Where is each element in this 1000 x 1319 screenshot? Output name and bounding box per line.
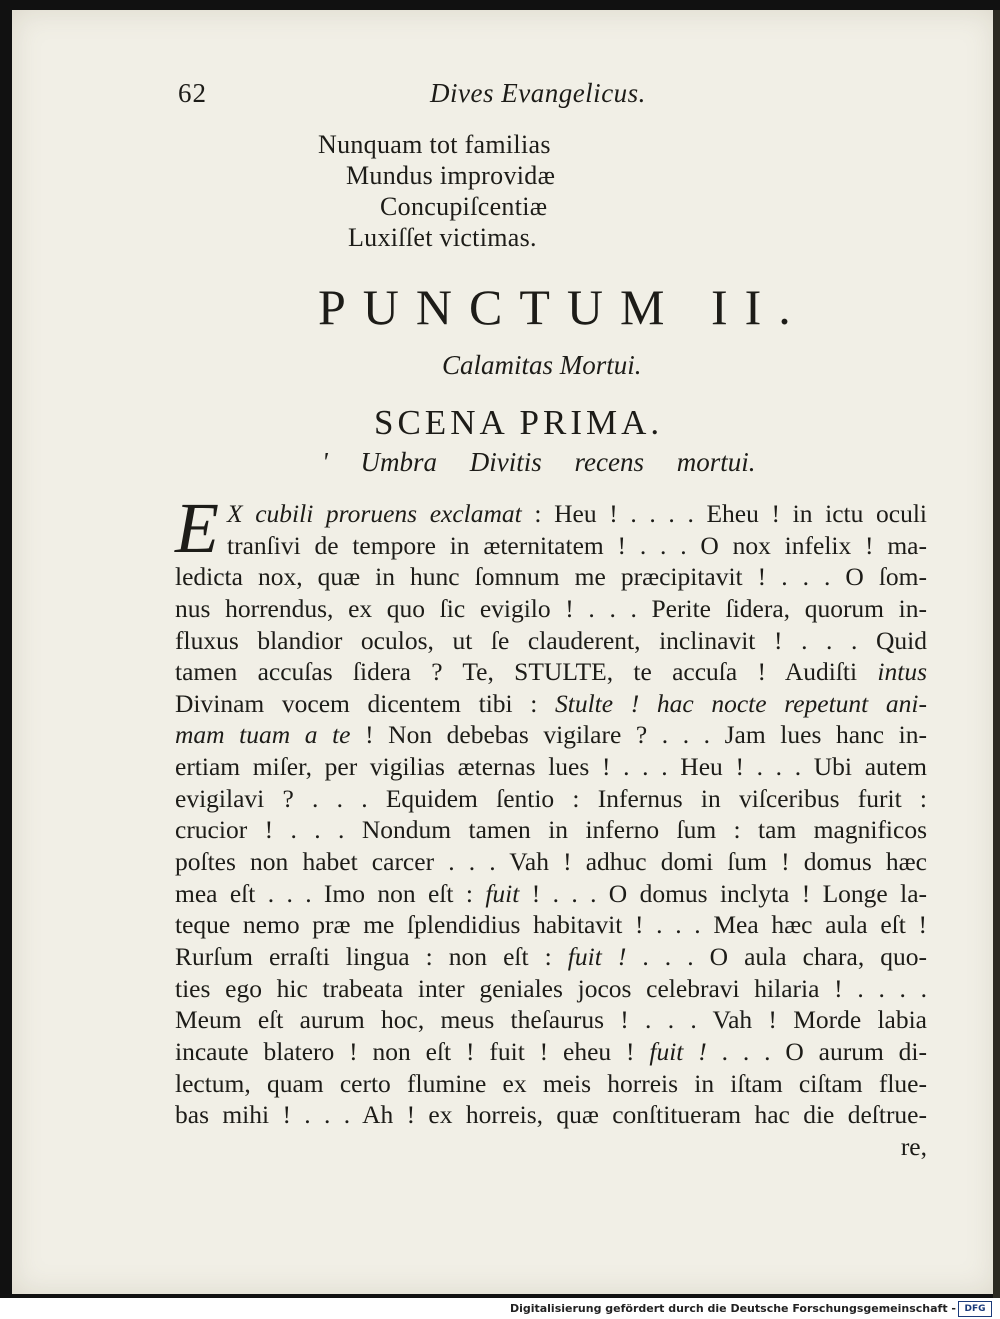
text-segment: Rurſum erraſti lingua : non eſt : bbox=[175, 941, 568, 971]
verse-line: Nunquam tot familias bbox=[318, 130, 551, 159]
page-edge-shadow bbox=[993, 10, 1000, 1298]
text-segment: ertiam miſer, per vigilias æternas lues ! . . . Heu ! . . . Ubi autem bbox=[175, 752, 927, 782]
text-line bbox=[175, 561, 927, 593]
text-segment: poſtes non habet carcer . . . Vah ! adhuc domi ſum ! domus hæc bbox=[175, 847, 927, 877]
text-segment: X cubili proruens exclamat bbox=[227, 499, 522, 528]
text-segment: mea eſt . . . Imo non eſt : bbox=[175, 878, 486, 908]
text-line bbox=[175, 846, 927, 878]
text-line bbox=[175, 1004, 927, 1036]
body-text bbox=[175, 488, 928, 1162]
verse-line: Luxiſſet victimas. bbox=[348, 223, 537, 252]
footer-credit: Digitalisierung gefördert durch die Deutsche Forschungsgemeinschaft - bbox=[509, 1302, 956, 1315]
text-segment: fluxus blandior oculos, ut ſe clauderent, inclinavit ! . . . Quid bbox=[175, 625, 927, 655]
text-line bbox=[175, 1099, 927, 1131]
text-line bbox=[175, 751, 927, 783]
text-segment: fuit ! bbox=[649, 1036, 707, 1066]
text-line bbox=[175, 1068, 927, 1100]
text-segment: ! Non debebas vigilare ? . . . Jam lues hanc in- bbox=[350, 720, 928, 750]
text-segment: re, bbox=[900, 1131, 927, 1161]
text-line bbox=[175, 783, 927, 815]
text-line bbox=[175, 941, 927, 973]
text-segment: incaute blatero ! non eſt ! fuit ! eheu ! bbox=[175, 1036, 650, 1066]
text-segment: ties ego hic trabeata inter geniales jocos celebravi hilaria ! . . . . bbox=[175, 973, 927, 1003]
verse-line: Concupiſcentiæ bbox=[380, 192, 548, 221]
text-line bbox=[175, 498, 927, 530]
text-segment: evigilavi ? . . . Equidem ſentio : Infernus in viſceribus furit : bbox=[175, 783, 927, 813]
text-line bbox=[175, 593, 927, 625]
text-segment: tranſivi de tempore in æternitatem ! . . . O nox infelix ! ma- bbox=[227, 530, 927, 560]
text-line bbox=[175, 719, 927, 751]
text-segment: intus bbox=[877, 657, 927, 687]
text-segment: tamen accuſas ſidera ? Te, STULTE, te accuſa ! Audiſti bbox=[175, 657, 878, 687]
text-segment: crucior ! . . . Nondum tamen in inferno ſum : tam magnificos bbox=[175, 815, 927, 845]
drop-cap: E bbox=[175, 488, 219, 568]
text-segment: fuit ! bbox=[567, 941, 627, 971]
text-segment: ledicta nox, quæ in hunc ſomnum me præcipitavit ! . . . O ſom- bbox=[175, 562, 927, 592]
text-segment: teque nemo præ me ſplendidius habitavit ! . . . Mea hæc aula eſt ! bbox=[175, 910, 927, 940]
text-segment: Meum eſt aurum hoc, meus theſaurus ! . . . Vah ! Morde labia bbox=[175, 1005, 927, 1035]
text-segment: Divinam vocem dicentem tibi : bbox=[175, 688, 556, 718]
text-segment: lectum, quam certo flumine ex meis horreis in iſtam ciſtam flue- bbox=[175, 1068, 927, 1098]
text-line bbox=[175, 878, 927, 910]
dfg-logo: DFG bbox=[958, 1301, 992, 1317]
text-line bbox=[175, 814, 927, 846]
section-heading: PUNCTUM II. bbox=[318, 279, 808, 335]
verse-line: Mundus improvidæ bbox=[346, 161, 556, 190]
text-line bbox=[175, 909, 927, 941]
scene-subtitle: ' Umbra Divitis recens mortui. bbox=[322, 447, 756, 477]
text-segment: bas mihi ! . . . Ah ! ex horreis, quæ conſtitueram hac die deſtrue- bbox=[175, 1100, 927, 1130]
text-line bbox=[175, 688, 927, 720]
text-line bbox=[175, 973, 927, 1005]
text-segment: fuit bbox=[485, 878, 520, 908]
text-line bbox=[175, 530, 927, 562]
catchword bbox=[175, 1131, 927, 1163]
text-segment: Stulte ! hac nocte repetunt ani- bbox=[555, 688, 927, 718]
scene-title: SCENA PRIMA. bbox=[374, 403, 664, 442]
text-line bbox=[175, 1036, 927, 1068]
text-segment: : Heu ! . . . . Eheu ! in ictu oculi bbox=[521, 499, 927, 528]
running-head: Dives Evangelicus. bbox=[430, 78, 646, 108]
text-segment: ! . . . O domus inclyta ! Longe la- bbox=[519, 878, 928, 908]
page-number: 62 bbox=[178, 78, 207, 108]
text-segment: mam tuam a te bbox=[175, 720, 351, 750]
text-segment: . . . O aurum di- bbox=[706, 1036, 927, 1066]
section-subheading: Calamitas Mortui. bbox=[442, 350, 642, 380]
text-segment: . . . O aula chara, quo- bbox=[626, 941, 927, 971]
text-line bbox=[175, 656, 927, 688]
text-segment: nus horrendus, ex quo ſic evigilo ! . . . Perite ſidera, quorum in- bbox=[175, 593, 927, 623]
text-line bbox=[175, 625, 927, 657]
